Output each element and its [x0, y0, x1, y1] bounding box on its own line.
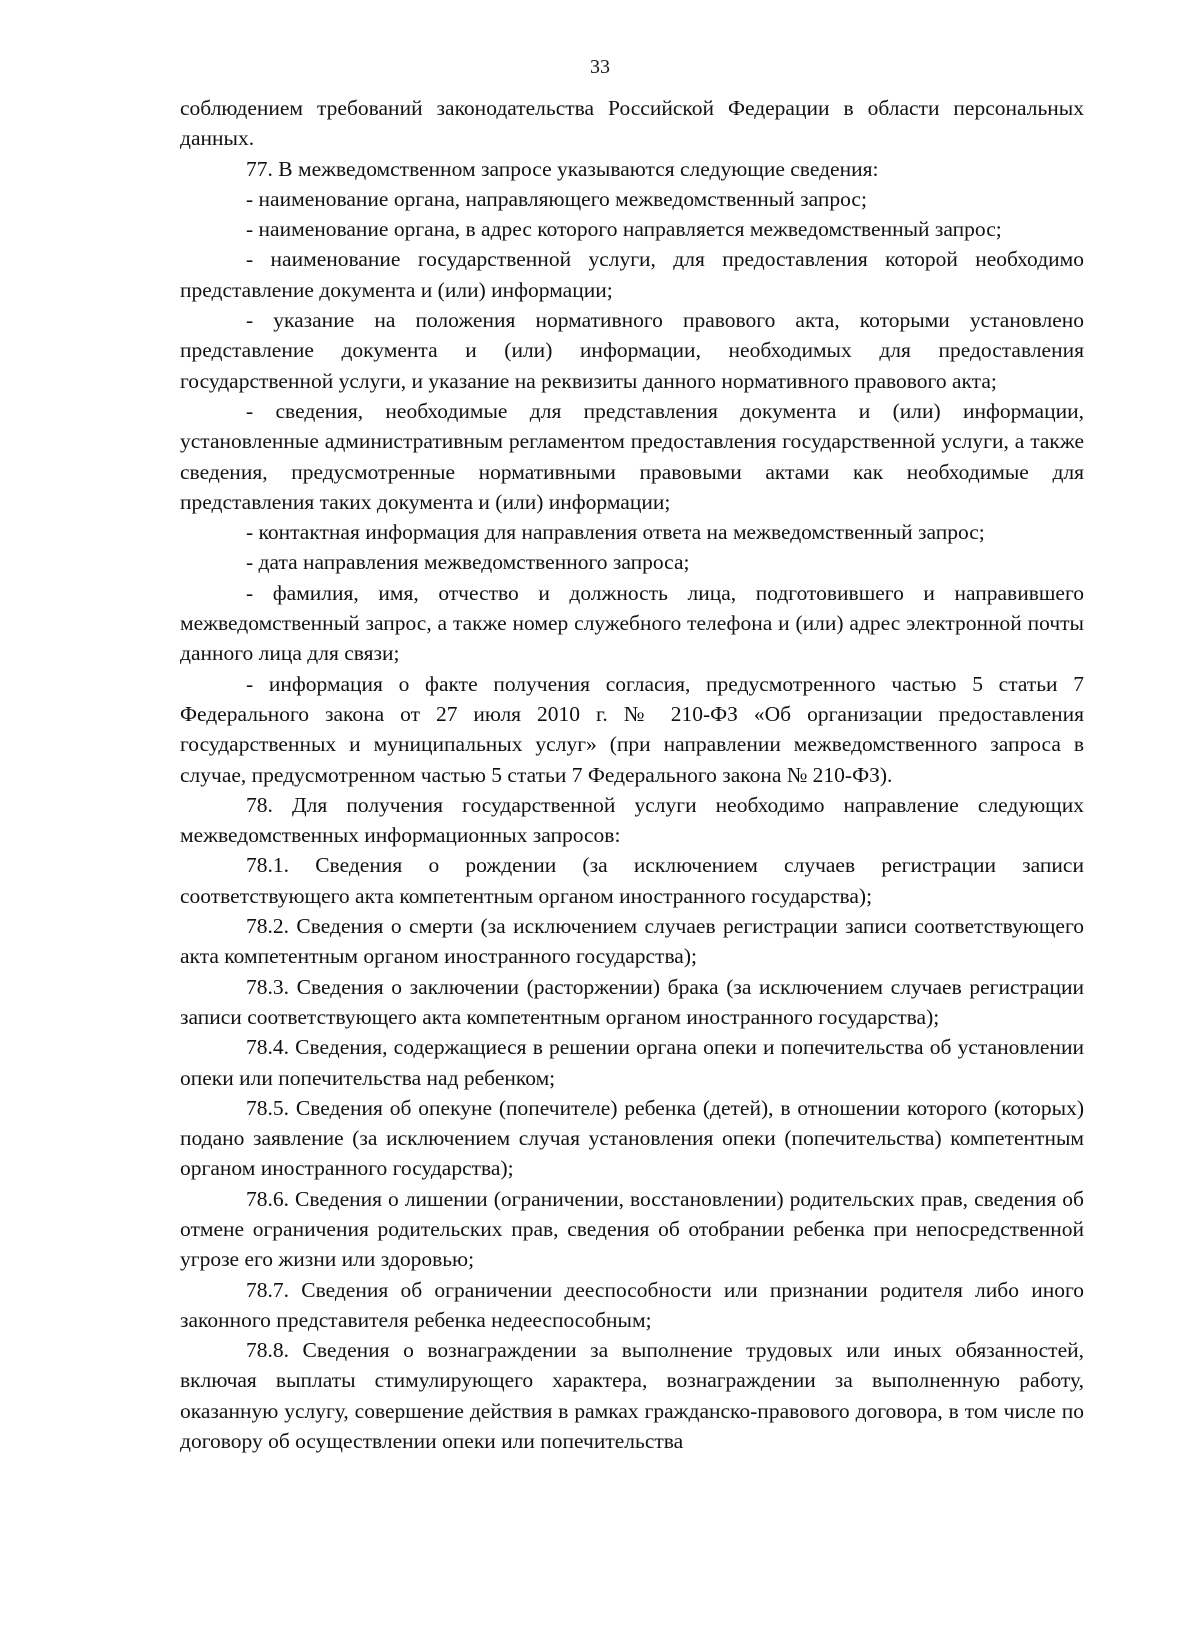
- paragraph-78-2: 78.2. Сведения о смерти (за исключением случаев регистрации записи соответствующего акта компетентным органом иностранного государства);: [180, 914, 1084, 969]
- list-item-addressee-body: - наименование органа, в адрес которого направляется межведомственный запрос;: [246, 217, 1002, 242]
- paragraph-78-4: 78.4. Сведения, содержащиеся в решении органа опеки и попечительства об установлении опеки или попечительства над ребенком;: [180, 1035, 1084, 1090]
- paragraph-78-5: 78.5. Сведения об опекуне (попечителе) ребенка (детей), в отношении которого (которых) подано заявление (за исключением случая установления опеки (попечительства) компетентным органом иностранного государства);: [180, 1095, 1084, 1181]
- paragraph-78-8: 78.8. Сведения о вознаграждении за выполнение трудовых или иных обязанностей, включая выплаты стимулирующего характера, вознаграждении за выполненную работу, оказанную услугу, совершение действия в рамках гражданско-правового договора, в том числе по договору об осуществлении опеки или попечительства: [180, 1338, 1084, 1454]
- list-item-service-name: - наименование государственной услуги, для предоставления которой необходимо представление документа и (или) информации;: [180, 247, 1084, 302]
- paragraph-77-heading: 77. В межведомственном запросе указываются следующие сведения:: [246, 156, 879, 181]
- list-item-request-date: - дата направления межведомственного запроса;: [246, 550, 690, 575]
- paragraph-78-heading: 78. Для получения государственной услуги необходимо направление следующих межведомственных информационных запросов:: [180, 792, 1084, 848]
- list-item-responsible-person: - фамилия, имя, отчество и должность лица, подготовившего и направившего межведомственный запрос, а также номер служебного телефона и (или) адрес электронной почты данного лица для связи;: [180, 580, 1084, 666]
- document-body: [180, 93, 1084, 1456]
- list-item-contact-information: - контактная информация для направления ответа на межведомственный запрос;: [246, 520, 985, 545]
- list-item-required-information: - сведения, необходимые для представления документа и (или) информации, установленные административным регламентом предоставления государственной услуги, а также сведения, предусмотренные нормативными правовыми актами как необходимые для представления таких документа и (или) информации;: [180, 398, 1084, 514]
- list-item-consent-information: - информация о факте получения согласия, предусмотренного частью 5 статьи 7 Федерального закона от 27 июля 2010 г. № 210-ФЗ «Об организации предоставления государственных и муниципальных услуг» (при направлении межведомственного запроса в случае, предусмотренном частью 5 статьи 7 Федерального закона № 210-ФЗ).: [180, 671, 1084, 787]
- paragraph-78-3: 78.3. Сведения о заключении (расторжении) брака (за исключением случаев регистрации записи соответствующего акта компетентным органом иностранного государства);: [180, 974, 1084, 1029]
- list-item-legal-act-reference: - указание на положения нормативного правового акта, которыми установлено представление документа и (или) информации, необходимых для предоставления государственной услуги, и указание на реквизиты данного нормативного правового акта;: [180, 308, 1084, 393]
- paragraph-78-7: 78.7. Сведения об ограничении дееспособности или признании родителя либо иного законного представителя ребенка недееспособным;: [180, 1277, 1084, 1332]
- paragraph-continuation: соблюдением требований законодательства Российской Федерации в области персональных данных.: [180, 96, 1084, 151]
- page-number: 33: [590, 56, 610, 78]
- paragraph-78-6: 78.6. Сведения о лишении (ограничении, восстановлении) родительских прав, сведения об отмене ограничения родительских прав, сведения об отобрании ребенка при непосредственной угрозе его жизни или здоровью;: [180, 1186, 1084, 1272]
- list-item-requesting-body: - наименование органа, направляющего межведомственный запрос;: [246, 186, 867, 211]
- paragraph-78-1: 78.1. Сведения о рождении (за исключением случаев регистрации записи соответствующего акта компетентным органом иностранного государства);: [180, 853, 1084, 908]
